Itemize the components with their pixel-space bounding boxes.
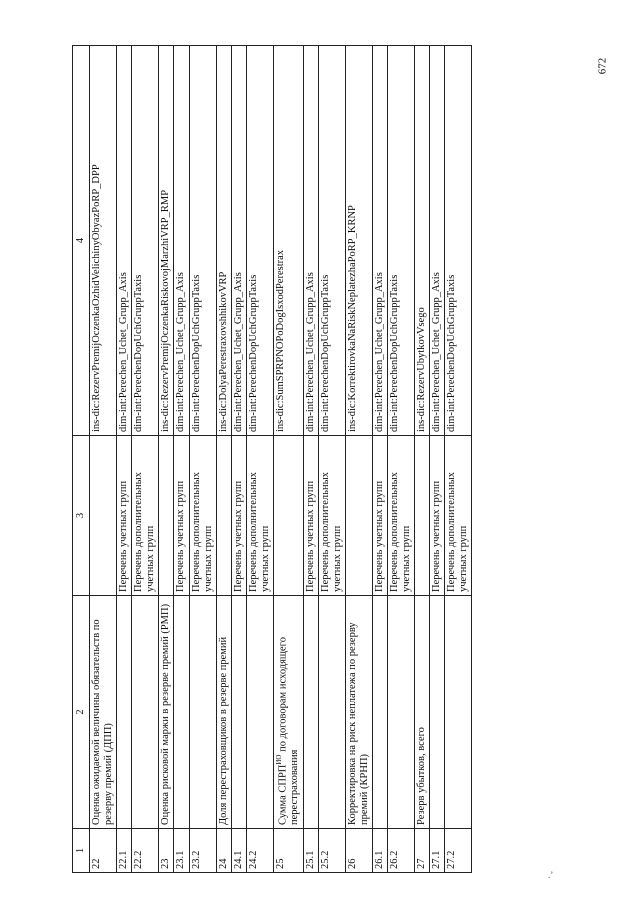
row-code-cell: ins-dic:RezervPremijOczenkaRiskovojMarzhiVRP_RMP bbox=[159, 46, 174, 436]
row-code-cell: ins-dic:RezervPremijOczenkaOzhidVelichinyObyazPoRP_DPP bbox=[90, 46, 117, 436]
table-row bbox=[372, 46, 387, 873]
row-code-cell: ins-dic:RezervUbytkovVsego bbox=[415, 46, 430, 436]
header-cell-3: 3 bbox=[73, 436, 90, 596]
row-dimension-cell bbox=[216, 436, 231, 596]
row-code-cell: dim-int:PerechenDopUchGruppTaxis bbox=[387, 46, 414, 436]
row-number-cell: 26 bbox=[345, 829, 372, 873]
row-dimension-cell bbox=[415, 436, 430, 596]
rotated-table-container bbox=[72, 46, 576, 873]
row-name-text-continued: по договорам исходящего перестрахования bbox=[277, 637, 301, 825]
row-name-cell: Корректировка на риск неплатежа по резерву премий (КРНП) bbox=[345, 596, 372, 829]
row-name-cell: Оценка ожидаемой величины обязательств по резерву премий (ДПП) bbox=[90, 596, 117, 829]
table-row bbox=[246, 46, 273, 873]
header-cell-2: 2 bbox=[73, 596, 90, 829]
row-code-cell: dim-int:Perechen_Uchet_Grupp_Axis bbox=[303, 46, 318, 436]
header-cell-4: 4 bbox=[73, 46, 90, 436]
row-name-cell bbox=[174, 596, 189, 829]
table-row bbox=[117, 46, 132, 873]
row-name-cell: Резерв убытков, всего bbox=[415, 596, 430, 829]
row-number-cell: 22.1 bbox=[117, 829, 132, 873]
table-row bbox=[90, 46, 117, 873]
table-row bbox=[132, 46, 159, 873]
row-code-cell: ins-dic:KorrektirovkaNaRiskNeplatezhaPoRP_KRNP bbox=[345, 46, 372, 436]
row-number-cell: 25.1 bbox=[303, 829, 318, 873]
row-name-cell bbox=[303, 596, 318, 829]
table-row bbox=[445, 46, 472, 873]
row-name-cell: Оценка рисковой маржи в резерве премий (РМП) bbox=[159, 596, 174, 829]
row-name-cell bbox=[387, 596, 414, 829]
row-number-cell: 24.2 bbox=[246, 829, 273, 873]
row-name-cell bbox=[132, 596, 159, 829]
row-code-cell: dim-int:PerechenDopUchGruppTaxis bbox=[246, 46, 273, 436]
row-name-cell bbox=[231, 596, 246, 829]
row-name-cell bbox=[372, 596, 387, 829]
row-dimension-cell bbox=[159, 436, 174, 596]
table-row bbox=[415, 46, 430, 873]
row-code-cell: dim-int:PerechenDopUchGruppTaxis bbox=[189, 46, 216, 436]
table-row bbox=[159, 46, 174, 873]
row-number-cell: 27.2 bbox=[445, 829, 472, 873]
row-dimension-cell bbox=[90, 436, 117, 596]
table-header-row bbox=[73, 46, 90, 873]
row-number-cell: 25.2 bbox=[318, 829, 345, 873]
row-name-cell bbox=[273, 596, 303, 829]
row-name-cell bbox=[445, 596, 472, 829]
header-cell-1: 1 bbox=[73, 829, 90, 873]
row-dimension-cell: Перечень учетных групп bbox=[303, 436, 318, 596]
row-dimension-cell: Перечень дополнительных учетных групп bbox=[132, 436, 159, 596]
table-row bbox=[430, 46, 445, 873]
row-name-cell bbox=[430, 596, 445, 829]
row-number-cell: 27 bbox=[415, 829, 430, 873]
row-code-cell: dim-int:PerechenDopUchGruppTaxis bbox=[445, 46, 472, 436]
row-number-cell: 27.1 bbox=[430, 829, 445, 873]
row-number-cell: 23.2 bbox=[189, 829, 216, 873]
row-name-cell bbox=[189, 596, 216, 829]
row-name-superscript: ИО bbox=[274, 754, 283, 765]
margin-mark: .’ bbox=[548, 870, 554, 880]
table-row bbox=[174, 46, 189, 873]
row-number-cell: 22 bbox=[90, 829, 117, 873]
row-number-cell: 22.2 bbox=[132, 829, 159, 873]
row-code-cell: dim-int:Perechen_Uchet_Grupp_Axis bbox=[430, 46, 445, 436]
row-name-cell bbox=[246, 596, 273, 829]
row-name-cell bbox=[318, 596, 345, 829]
row-code-cell: dim-int:Perechen_Uchet_Grupp_Axis bbox=[117, 46, 132, 436]
row-dimension-cell: Перечень учетных групп bbox=[372, 436, 387, 596]
row-number-cell: 25 bbox=[273, 829, 303, 873]
table-row bbox=[189, 46, 216, 873]
row-number-cell: 23 bbox=[159, 829, 174, 873]
row-dimension-cell: Перечень дополнительных учетных групп bbox=[318, 436, 345, 596]
table-row bbox=[318, 46, 345, 873]
row-code-cell: dim-int:PerechenDopUchGruppTaxis bbox=[132, 46, 159, 436]
row-number-cell: 26.1 bbox=[372, 829, 387, 873]
row-dimension-cell: Перечень дополнительных учетных групп bbox=[246, 436, 273, 596]
row-code-cell: ins-dic:DolyaPerestraxovshhikovVRP bbox=[216, 46, 231, 436]
row-dimension-cell: Перечень дополнительных учетных групп bbox=[189, 436, 216, 596]
row-code-cell: dim-int:Perechen_Uchet_Grupp_Axis bbox=[231, 46, 246, 436]
page-number: 672 bbox=[596, 57, 609, 75]
row-number-cell: 24 bbox=[216, 829, 231, 873]
row-number-cell: 23.1 bbox=[174, 829, 189, 873]
data-table bbox=[72, 45, 472, 873]
row-number-cell: 24.1 bbox=[231, 829, 246, 873]
table-row bbox=[216, 46, 231, 873]
row-code-cell: dim-int:Perechen_Uchet_Grupp_Axis bbox=[174, 46, 189, 436]
table-row bbox=[345, 46, 372, 873]
row-dimension-cell bbox=[273, 436, 303, 596]
row-dimension-cell bbox=[345, 436, 372, 596]
row-name-cell: Доля перестраховщиков в резерве премий bbox=[216, 596, 231, 829]
row-dimension-cell: Перечень учетных групп bbox=[430, 436, 445, 596]
row-dimension-cell: Перечень учетных групп bbox=[117, 436, 132, 596]
row-dimension-cell: Перечень учетных групп bbox=[231, 436, 246, 596]
row-number-cell: 26.2 bbox=[387, 829, 414, 873]
row-code-cell: dim-int:PerechenDopUchGruppTaxis bbox=[318, 46, 345, 436]
row-dimension-cell: Перечень дополнительных учетных групп bbox=[387, 436, 414, 596]
row-name-text: Сумма СПРП bbox=[277, 764, 289, 825]
row-code-cell: dim-int:Perechen_Uchet_Grupp_Axis bbox=[372, 46, 387, 436]
table-row bbox=[273, 46, 303, 873]
row-name-cell bbox=[117, 596, 132, 829]
row-dimension-cell: Перечень дополнительных учетных групп bbox=[445, 436, 472, 596]
row-code-cell: ins-dic:SumSPRPNOPoDogIsxodPerestrax bbox=[273, 46, 303, 436]
table-row bbox=[303, 46, 318, 873]
row-dimension-cell: Перечень учетных групп bbox=[174, 436, 189, 596]
table-row bbox=[231, 46, 246, 873]
table-row bbox=[387, 46, 414, 873]
